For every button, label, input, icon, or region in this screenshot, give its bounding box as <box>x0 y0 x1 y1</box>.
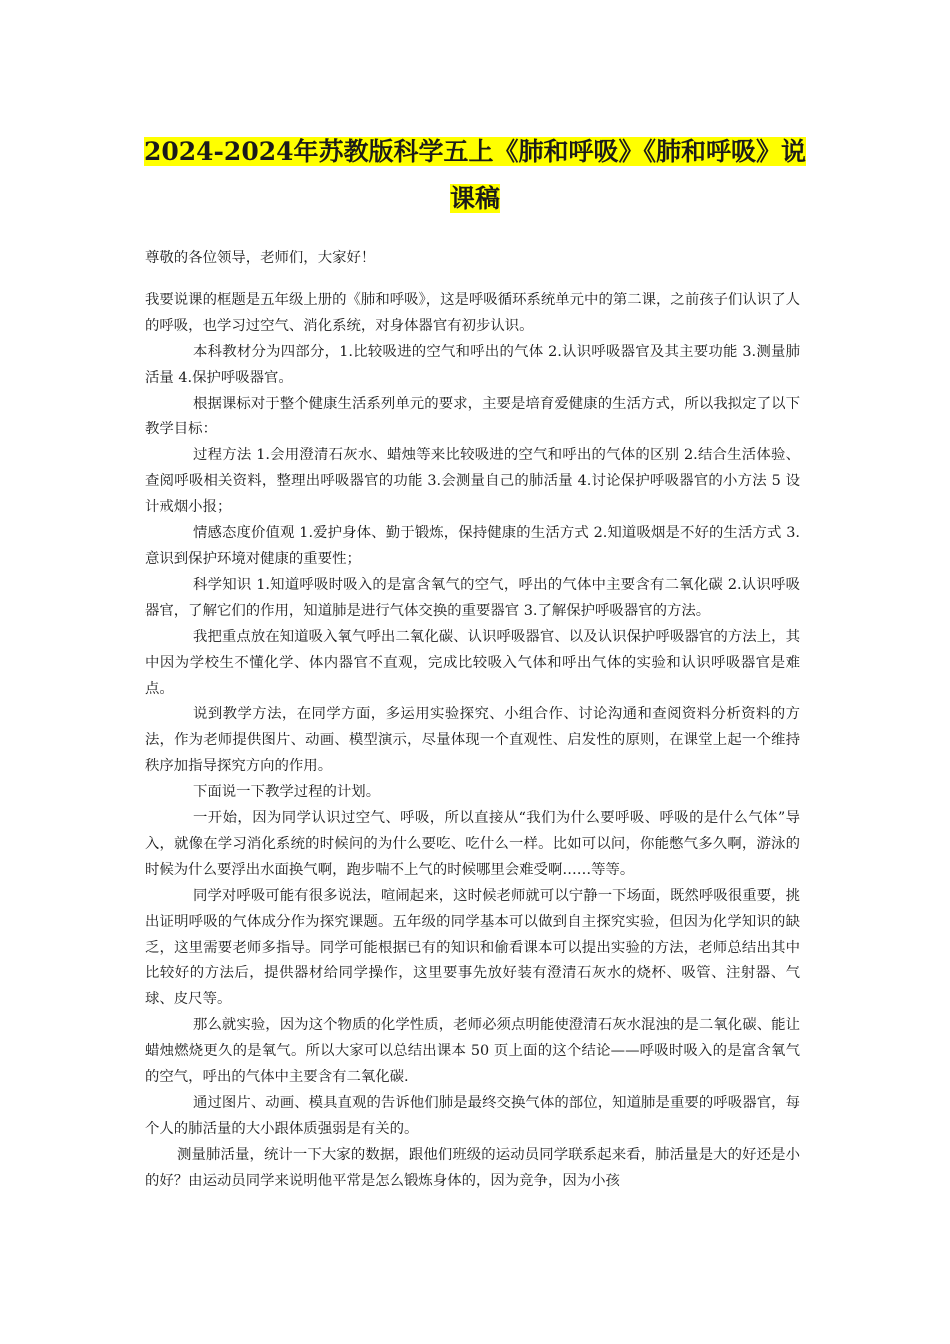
body-paragraph: 我要说课的框题是五年级上册的《肺和呼吸》，这是呼吸循环系统单元中的第二课，之前孩子们认识了人的呼吸，也学习过空气、消化系统，对身体器官有初步认识。 <box>145 291 800 334</box>
body-paragraph: 说到教学方法，在同学方面，多运用实验探究、小组合作、讨论沟通和查阅资料分析资料的方法，作为老师提供图片、动画、模型演示，尽量体现一个直观性、启发性的原则，在课堂上起一个维持秩序加指导探究方向的作用。 <box>145 706 800 775</box>
body-paragraph: 通过图片、动画、模具直观的告诉他们肺是最终交换气体的部位，知道肺是重要的呼吸器官，每个人的肺活量的大小跟体质强弱是有关的。 <box>145 1095 800 1137</box>
body-paragraph: 根据课标对于整个健康生活系列单元的要求，主要是培育爱健康的生活方式，所以我拟定了以下教学目标： <box>145 395 800 438</box>
document-body <box>145 246 800 1195</box>
document-title <box>140 128 810 222</box>
body-paragraph: 情感态度价值观 1.爱护身体、勤于锻炼，保持健康的生活方式 2.知道吸烟是不好的生活方式 3.意识到保护环境对健康的重要性； <box>145 525 800 567</box>
body-paragraph: 一开始，因为同学认识过空气、呼吸，所以直接从“我们为什么要呼吸、呼吸的是什么气体”导入，就像在学习消化系统的时候问的为什么要吃、吃什么一样。比如可以问，你能憋气多久啊，游泳的时候为什么要浮出水面换气啊，跑步喘不上气的时候哪里会难受啊……等等。 <box>145 810 800 878</box>
body-paragraph: 过程方法 1.会用澄清石灰水、蜡烛等来比较吸进的空气和呼出的气体的区别 2.结合生活体验、查阅呼吸相关资料，整理出呼吸器官的功能 3.会测量自己的肺活量 4.讨论保护呼吸器官的小方法 5 设计戒烟小报； <box>145 447 800 516</box>
body-paragraph: 我把重点放在知道吸入氧气呼出二氧化碳、认识呼吸器官、以及认识保护呼吸器官的方法上，其中因为学校生不懂化学、体内器官不直观，完成比较吸入气体和呼出气体的实验和认识呼吸器官是难点。 <box>145 628 800 697</box>
body-paragraph: 测量肺活量，统计一下大家的数据，跟他们班级的运动员同学联系起来看，肺活量是大的好还是小的好？由运动员同学来说明他平常是怎么锻炼身体的，因为竞争，因为小孩 <box>145 1146 800 1189</box>
title-line-2: 课稿 <box>449 184 500 213</box>
body-paragraph: 本科教材分为四部分，1.比较吸进的空气和呼出的气体 2.认识呼吸器官及其主要功能 3.测量肺活量 4.保护呼吸器官。 <box>145 343 800 386</box>
title-line-1: 2024-2024年苏教版科学五上《肺和呼吸》《肺和呼吸》说 <box>143 137 807 166</box>
body-paragraph: 同学对呼吸可能有很多说法，喧闹起来，这时候老师就可以宁静一下场面，既然呼吸很重要，挑出证明呼吸的气体成分作为探究课题。五年级的同学基本可以做到自主探究实验，但因为化学知识的缺乏，这里需要老师多指导。同学可能根据已有的知识和偷看课本可以提出实验的方法，老师总结出其中比较好的方法后，提供器材给同学操作，这里要事先放好装有澄清石灰水的烧杯、吸管、注射器、气球、皮尺等。 <box>145 887 800 1008</box>
body-paragraph: 科学知识 1.知道呼吸时吸入的是富含氧气的空气，呼出的气体中主要含有二氧化碳 2.认识呼吸器官，了解它们的作用，知道肺是进行气体交换的重要器官 3.了解保护呼吸器官的方法。 <box>145 576 800 619</box>
body-paragraph: 下面说一下教学过程的计划。 <box>193 784 381 801</box>
body-paragraph: 那么就实验，因为这个物质的化学性质，老师必须点明能使澄清石灰水混浊的是二氧化碳、能让蜡烛燃烧更久的是氧气。所以大家可以总结出课本 50 页上面的这个结论——呼吸时吸入的是富含氧气的空气，呼出的气体中主要含有二氧化碳. <box>145 1017 800 1086</box>
greeting-paragraph: 尊敬的各位领导，老师们，大家好！ <box>145 250 376 266</box>
